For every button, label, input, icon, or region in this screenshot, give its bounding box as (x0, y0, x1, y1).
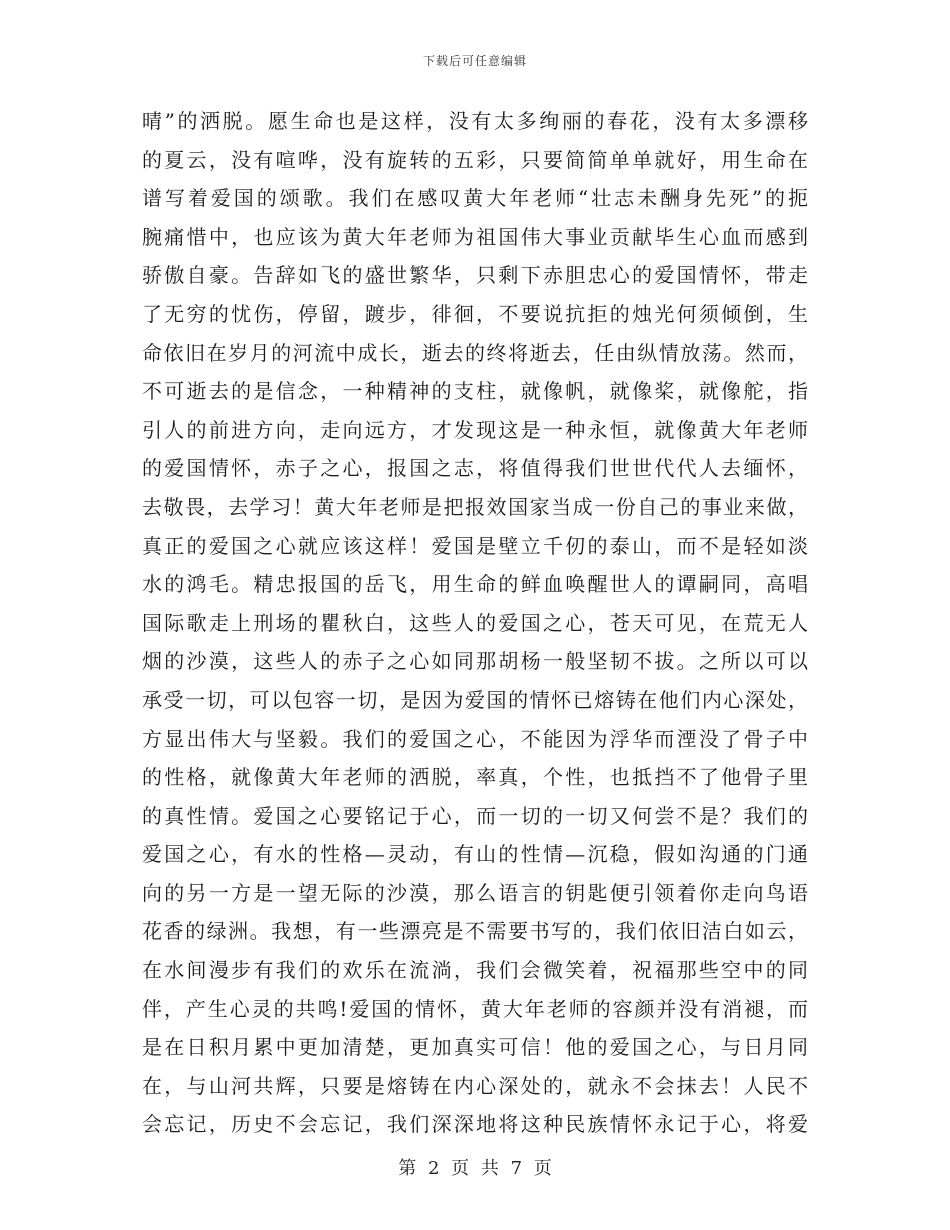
text-line: 烟的沙漠，这些人的赤子之心如同那胡杨一般坚韧不拔。之所以可以 (142, 649, 808, 674)
text-line: 的爱国情怀，赤子之心，报国之志，将值得我们世世代代人去缅怀， (142, 456, 808, 481)
text-line: 水的鸿毛。精忠报国的岳飞，用生命的鲜血唤醒世人的谭嗣同，高唱 (142, 572, 808, 597)
text-line: 伴，产生心灵的共鸣!爱国的情怀，黄大年老师的容颜并没有消褪，而 (142, 996, 808, 1021)
text-line: 花香的绿洲。我想，有一些漂亮是不需要书写的，我们依旧洁白如云， (142, 919, 808, 944)
text-line: 在，与山河共辉，只要是熔铸在内心深处的，就永不会抹去！人民不 (142, 1073, 808, 1098)
text-line: 晴”的洒脱。愿生命也是这样，没有太多绚丽的春花，没有太多漂移 (142, 109, 808, 133)
text-line: 腕痛惜中，也应该为黄大年老师为祖国伟大事业贡献毕生心血而感到 (142, 224, 808, 249)
text-line: 谱写着爱国的颂歌。我们在感叹黄大年老师“壮志未酬身先死”的扼 (142, 186, 808, 211)
text-line: 的性格，就像黄大年老师的洒脱，率真，个性，也抵挡不了他骨子里 (142, 765, 808, 790)
text-line: 真正的爱国之心就应该这样！爱国是壁立千仞的泰山，而不是轻如淡 (142, 533, 808, 558)
text-line: 会忘记，历史不会忘记，我们深深地将这种民族情怀永记于心，将爱 (142, 1112, 808, 1137)
text-line: 方显出伟大与坚毅。我们的爱国之心，不能因为浮华而湮没了骨子中 (142, 726, 808, 751)
body-text (142, 102, 808, 1144)
page-number-footer: 第 2 页 共 7 页 (398, 1158, 552, 1179)
text-line: 的夏云，没有喧哗，没有旋转的五彩，只要简简单单就好，用生命在 (142, 147, 808, 172)
text-line: 了无穷的忧伤，停留，踱步，徘徊，不要说抗拒的烛光何须倾倒，生 (142, 301, 808, 326)
text-line: 国际歌走上刑场的瞿秋白，这些人的爱国之心，苍天可见，在荒无人 (142, 610, 808, 635)
page-header: 下载后可任意编辑 (422, 54, 527, 68)
text-line: 命依旧在岁月的河流中成长，逝去的终将逝去，任由纵情放荡。然而， (142, 340, 808, 365)
text-line: 爱国之心，有水的性格—灵动，有山的性情—沉稳，假如沟通的门通 (142, 842, 808, 867)
text-line: 向的另一方是一望无际的沙漠，那么语言的钥匙便引领着你走向鸟语 (142, 880, 808, 905)
text-line: 是在日积月累中更加清楚，更加真实可信！他的爱国之心，与日月同 (142, 1035, 808, 1060)
text-line: 引人的前进方向，走向远方，才发现这是一种永恒，就像黄大年老师 (142, 417, 808, 442)
text-line: 的真性情。爱国之心要铭记于心，而一切的一切又何尝不是？我们的 (142, 803, 808, 828)
text-line: 去敬畏，去学习！黄大年老师是把报效国家当成一份自己的事业来做， (142, 494, 808, 519)
text-line: 不可逝去的是信念，一种精神的支柱，就像帆，就像桨，就像舵，指 (142, 379, 808, 404)
text-line: 承受一切，可以包容一切，是因为爱国的情怀已熔铸在他们内心深处， (142, 687, 808, 712)
text-line: 在水间漫步有我们的欢乐在流淌，我们会微笑着，祝福那些空中的同 (142, 958, 808, 983)
text-line: 骄傲自豪。告辞如飞的盛世繁华，只剩下赤胆忠心的爱国情怀，带走 (142, 263, 808, 288)
